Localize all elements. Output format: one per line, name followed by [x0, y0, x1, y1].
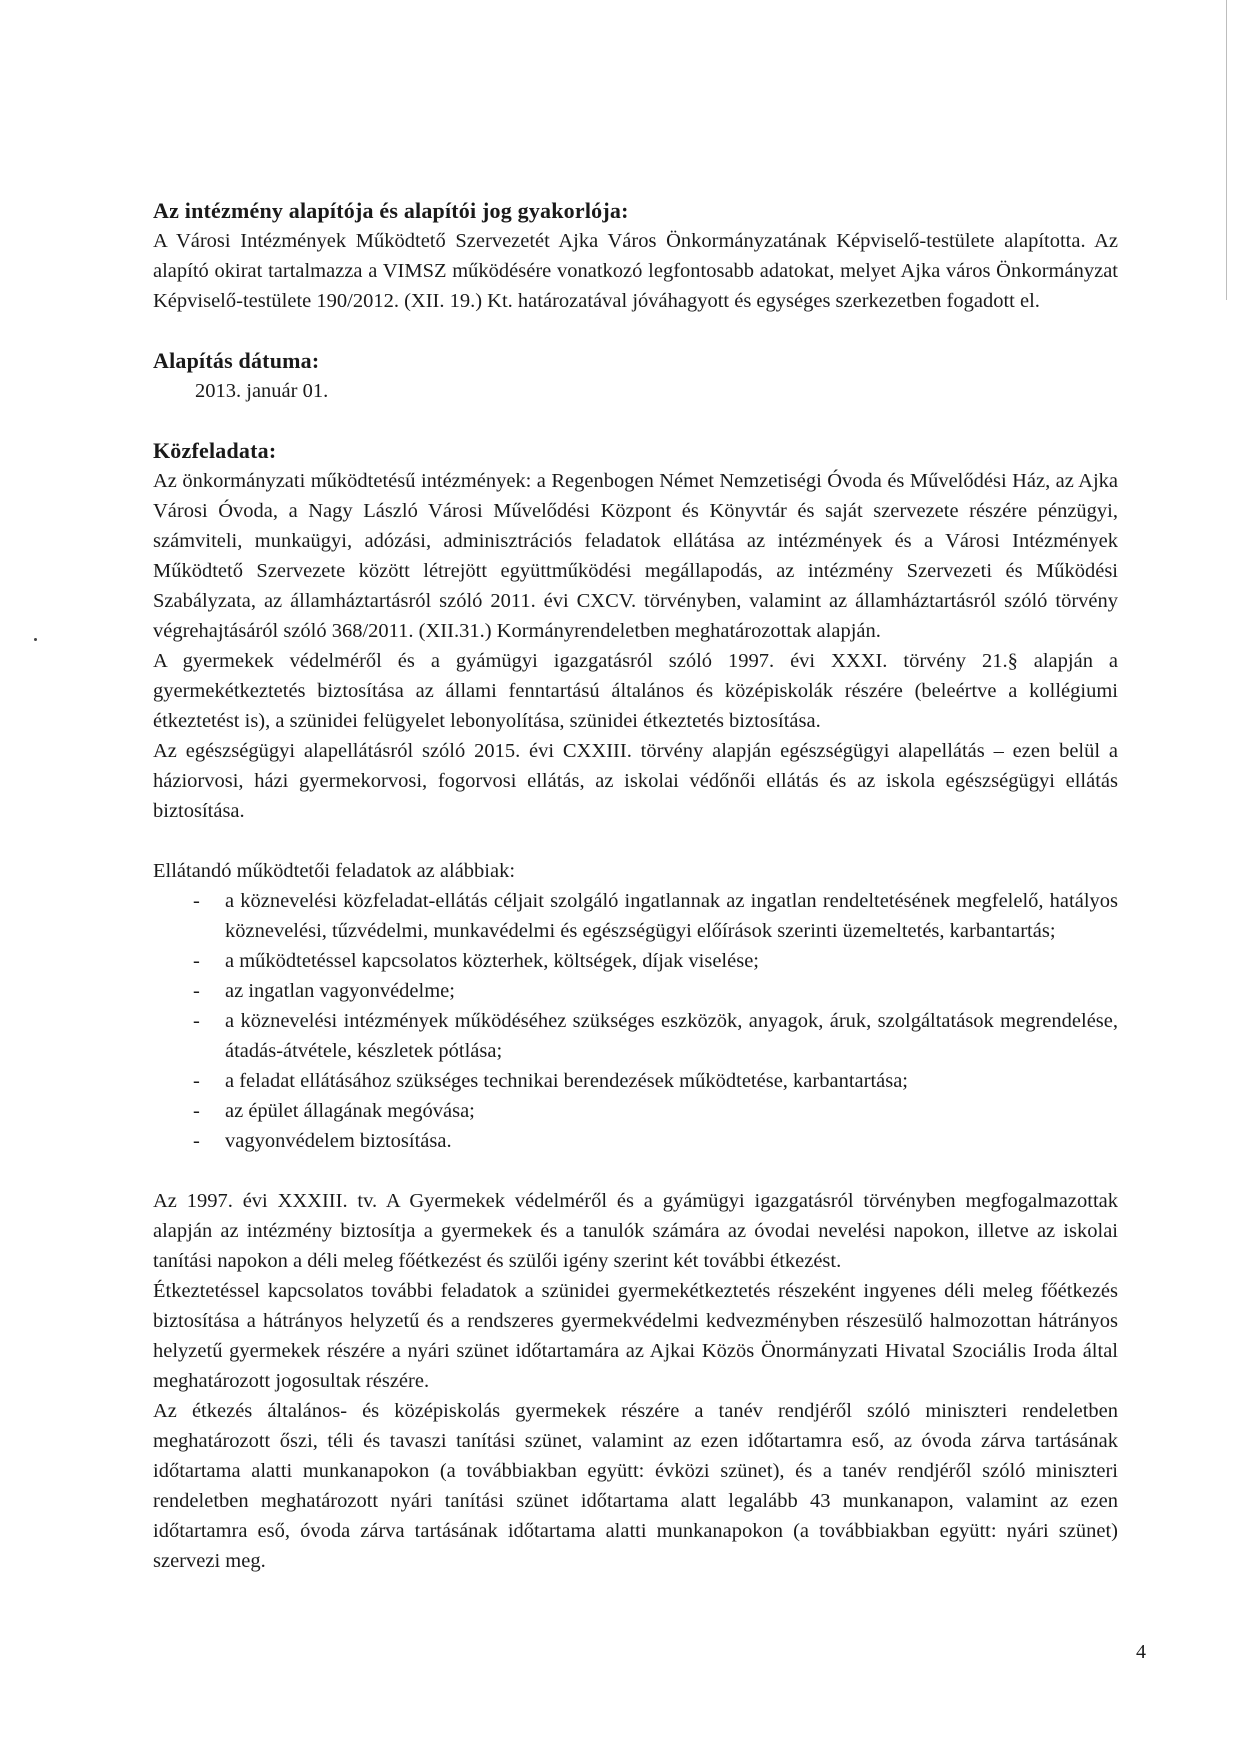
public-task-paragraph: Az önkormányzati működtetésű intézmények: a Regenbogen Német Nemzetiségi Óvoda és Művelődési Ház, az Ajka Városi Óvoda, a Nagy László Városi Művelődési Központ és Könyvtár és saját szervezete részére pénzügyi, számviteli, munkaügyi, adózási, adminisztrációs feladatok ellátása az intézmények és a Városi Intézmények Működtető Szervezete között létrejött együttműködési megállapodás, az intézmény Szervezeti és Működési Szabályzata, az államháztartásról szóló 2011. évi CXCV. törvényben, valamint az államháztartásról szóló törvény végrehajtásáról szóló 368/2011. (XII.31.) Kormányrendeletben meghatározottak alapján.	[153, 470, 1118, 642]
public-task-paragraph: Az egészségügyi alapellátásról szóló 2015. évi CXXIII. törvény alapján egészségügyi alapellátás – ezen belül a háziorvosi, házi gyermekorvosi, fogorvosi ellátás, az iskolai védőnői ellátás és az iskola egészségügyi ellátás biztosítása.	[153, 740, 1118, 822]
founding-date-heading: Alapítás dátuma:	[153, 348, 320, 373]
public-task-section	[153, 436, 1118, 826]
founder-heading: Az intézmény alapítója és alapítói jog gyakorlója:	[153, 198, 629, 223]
page-number: 4	[1136, 1641, 1146, 1663]
list-item-text: a működtetéssel kapcsolatos közterhek, költségek, díjak viselése;	[225, 950, 759, 972]
bullet-dash: -	[193, 1100, 200, 1122]
founding-date-value: 2013. január 01.	[195, 380, 329, 402]
operator-tasks-intro: Ellátandó működtetői feladatok az alábbiak:	[153, 860, 516, 882]
operator-tasks-section	[153, 856, 1118, 1156]
list-item	[153, 1066, 1118, 1096]
list-item	[153, 946, 1118, 976]
catering-paragraph: Az 1997. évi XXXIII. tv. A Gyermekek védelméről és a gyámügyi igazgatásról törvényben megfogalmazottak alapján az intézmény biztosítja a gyermekek és a tanulók számára az óvodai nevelési napokon, illetve az iskolai tanítási napokon a déli meleg főétkezést és szülői igény szerint két további étkezést.	[153, 1190, 1118, 1272]
bullet-dash: -	[193, 980, 200, 1002]
public-task-paragraph: A gyermekek védelméről és a gyámügyi igazgatásról szóló 1997. évi XXXI. törvény 21.§ alapján a gyermekétkeztetés biztosítása az állami fenntartású általános és középiskolák részére (beleértve a kollégiumi étkeztetést is), a szünidei felügyelet lebonyolítása, szünidei étkeztetés biztosítása.	[153, 650, 1118, 732]
bullet-dash: -	[193, 950, 200, 972]
list-item	[153, 886, 1118, 946]
bullet-dash: -	[193, 890, 200, 912]
list-item	[153, 1006, 1118, 1066]
catering-section	[153, 1186, 1118, 1576]
operator-tasks-list	[153, 886, 1118, 1156]
bullet-dash: -	[193, 1070, 200, 1092]
bullet-dash: -	[193, 1010, 200, 1032]
list-item-text: a köznevelési intézmények működéséhez szükséges eszközök, anyagok, áruk, szolgáltatások megrendelése, átadás-átvétele, készletek pótlása;	[225, 1010, 1118, 1062]
list-item	[153, 1126, 1118, 1156]
list-item	[153, 1096, 1118, 1126]
list-item-text: az ingatlan vagyonvédelme;	[225, 980, 455, 1002]
public-task-heading: Közfeladata:	[153, 438, 277, 463]
bullet-dash: -	[193, 1130, 200, 1152]
list-item-text: az épület állagának megóvása;	[225, 1100, 475, 1122]
catering-paragraph: Az étkezés általános- és középiskolás gyermekek részére a tanév rendjéről szóló miniszteri rendeletben meghatározott őszi, téli és tavaszi tanítási szünet, valamint az ezen időtartamra eső, az óvoda zárva tartásának időtartama alatti munkanapokon (a továbbiakban együtt: évközi szünet), és a tanév rendjéről szóló miniszteri rendeletben meghatározott nyári tanítási szünet időtartama alatt legalább 43 munkanapon, valamint az ezen időtartamra eső, óvoda zárva tartásának időtartama alatti munkanapokon (a továbbiakban együtt: nyári szünet) szervezi meg.	[153, 1400, 1118, 1572]
scan-edge-line	[1226, 0, 1227, 300]
document-body	[153, 196, 1118, 1576]
scan-speck	[34, 638, 37, 641]
founder-text: A Városi Intézmények Működtető Szervezetét Ajka Város Önkormányzatának Képviselő-testülete alapította. Az alapító okirat tartalmazza a VIMSZ működésére vonatkozó legfontosabb adatokat, melyet Ajka város Önkormányzat Képviselő-testülete 190/2012. (XII. 19.) Kt. határozatával jóváhagyott és egységes szerkezetben fogadott el.	[153, 230, 1118, 312]
list-item-text: a feladat ellátásához szükséges technikai berendezések működtetése, karbantartása;	[225, 1070, 909, 1092]
list-item	[153, 976, 1118, 1006]
list-item-text: vagyonvédelem biztosítása.	[225, 1130, 452, 1152]
list-item-text: a köznevelési közfeladat-ellátás céljait szolgáló ingatlannak az ingatlan rendeltetésének megfelelő, hatályos köznevelési, tűzvédelmi, munkavédelmi és egészségügyi előírások szerinti üzemeltetés, karbantartás;	[225, 890, 1118, 942]
catering-paragraph: Étkeztetéssel kapcsolatos további feladatok a szünidei gyermekétkeztetés részeként ingyenes déli meleg főétkezés biztosítása a hátrányos helyzetű és a rendszeres gyermekvédelmi kedvezményben részesülő halmozottan hátrányos helyzetű gyermekek részére a nyári szünet időtartamára az Ajkai Közös Önormányzati Hivatal Szociális Iroda által meghatározott jogosultak részére.	[153, 1280, 1118, 1392]
founding-date-section	[153, 346, 1118, 406]
founder-section	[153, 196, 1118, 316]
